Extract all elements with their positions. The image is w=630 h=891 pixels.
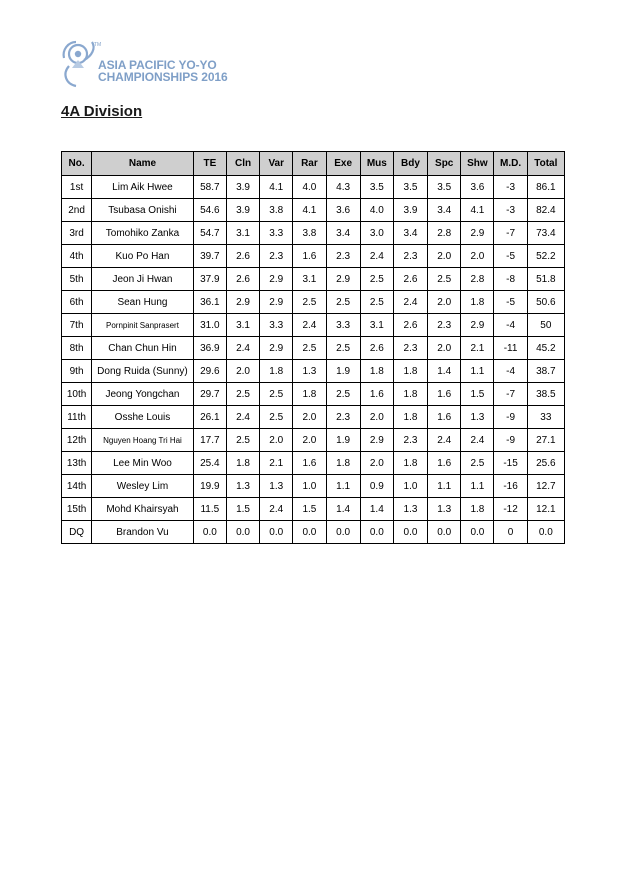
cell-md: -16: [494, 475, 527, 498]
cell-bdy: 3.4: [393, 222, 427, 245]
cell-rar: 3.8: [293, 222, 326, 245]
cell-cln: 1.3: [226, 475, 259, 498]
cell-rank: 11th: [62, 406, 92, 429]
cell-name: Osshe Louis: [92, 406, 194, 429]
cell-rank: 3rd: [62, 222, 92, 245]
page-title: 4A Division: [61, 103, 143, 120]
cell-md: -5: [494, 291, 527, 314]
cell-rank: 7th: [62, 314, 92, 337]
cell-te: 29.6: [193, 360, 226, 383]
column-header-name: Name: [92, 152, 194, 176]
cell-shw: 1.8: [461, 498, 494, 521]
cell-mus: 2.4: [360, 245, 393, 268]
cell-spc: 3.4: [428, 199, 461, 222]
cell-cln: 2.0: [226, 360, 259, 383]
cell-rank: 4th: [62, 245, 92, 268]
column-header-total: Total: [527, 152, 564, 176]
cell-te: 25.4: [193, 452, 226, 475]
results-table: [61, 151, 565, 544]
cell-shw: 1.1: [461, 475, 494, 498]
cell-shw: 2.8: [461, 268, 494, 291]
cell-name: Nguyen Hoang Tri Hai: [92, 429, 194, 452]
cell-var: 2.0: [260, 429, 293, 452]
cell-bdy: 0.0: [393, 521, 427, 544]
cell-bdy: 3.5: [393, 176, 427, 199]
cell-md: -12: [494, 498, 527, 521]
table-row: [62, 176, 565, 199]
cell-rank: 9th: [62, 360, 92, 383]
cell-spc: 1.6: [428, 383, 461, 406]
cell-te: 58.7: [193, 176, 226, 199]
cell-te: 36.9: [193, 337, 226, 360]
cell-total: 45.2: [527, 337, 564, 360]
table-row: [62, 406, 565, 429]
table-row: [62, 360, 565, 383]
column-header-cln: Cln: [226, 152, 259, 176]
cell-spc: 2.0: [428, 291, 461, 314]
cell-te: 29.7: [193, 383, 226, 406]
cell-md: -7: [494, 383, 527, 406]
cell-shw: 1.1: [461, 360, 494, 383]
cell-md: -7: [494, 222, 527, 245]
cell-te: 0.0: [193, 521, 226, 544]
cell-shw: 4.1: [461, 199, 494, 222]
cell-name: Sean Hung: [92, 291, 194, 314]
table-row: [62, 452, 565, 475]
cell-total: 86.1: [527, 176, 564, 199]
table-row: [62, 475, 565, 498]
cell-var: 3.3: [260, 222, 293, 245]
cell-total: 25.6: [527, 452, 564, 475]
cell-md: 0: [494, 521, 527, 544]
cell-rar: 3.1: [293, 268, 326, 291]
cell-exe: 2.3: [326, 245, 360, 268]
cell-exe: 3.6: [326, 199, 360, 222]
cell-exe: 2.5: [326, 337, 360, 360]
cell-cln: 2.4: [226, 337, 259, 360]
cell-total: 51.8: [527, 268, 564, 291]
cell-exe: 1.9: [326, 360, 360, 383]
cell-var: 0.0: [260, 521, 293, 544]
column-header-exe: Exe: [326, 152, 360, 176]
cell-spc: 1.3: [428, 498, 461, 521]
cell-total: 52.2: [527, 245, 564, 268]
championship-logo: [58, 36, 228, 92]
cell-bdy: 1.0: [393, 475, 427, 498]
cell-te: 26.1: [193, 406, 226, 429]
cell-exe: 1.8: [326, 452, 360, 475]
table-row: [62, 291, 565, 314]
cell-total: 12.1: [527, 498, 564, 521]
cell-var: 2.3: [260, 245, 293, 268]
cell-name: Mohd Khairsyah: [92, 498, 194, 521]
cell-bdy: 1.8: [393, 360, 427, 383]
cell-cln: 1.8: [226, 452, 259, 475]
cell-bdy: 2.4: [393, 291, 427, 314]
cell-var: 3.8: [260, 199, 293, 222]
cell-rar: 1.6: [293, 245, 326, 268]
cell-rar: 1.3: [293, 360, 326, 383]
cell-te: 31.0: [193, 314, 226, 337]
cell-total: 38.7: [527, 360, 564, 383]
cell-total: 38.5: [527, 383, 564, 406]
cell-bdy: 2.6: [393, 314, 427, 337]
cell-spc: 3.5: [428, 176, 461, 199]
cell-te: 54.6: [193, 199, 226, 222]
cell-name: Jeong Yongchan: [92, 383, 194, 406]
cell-spc: 0.0: [428, 521, 461, 544]
cell-var: 1.8: [260, 360, 293, 383]
cell-md: -9: [494, 429, 527, 452]
cell-var: 2.4: [260, 498, 293, 521]
table-row: [62, 429, 565, 452]
cell-shw: 2.4: [461, 429, 494, 452]
cell-mus: 1.4: [360, 498, 393, 521]
cell-exe: 1.1: [326, 475, 360, 498]
cell-name: Tomohiko Zanka: [92, 222, 194, 245]
cell-rar: 1.0: [293, 475, 326, 498]
cell-rar: 1.6: [293, 452, 326, 475]
cell-md: -9: [494, 406, 527, 429]
cell-rank: 10th: [62, 383, 92, 406]
logo-line-2: CHAMPIONSHIPS 2016: [98, 70, 228, 84]
table-row: [62, 222, 565, 245]
cell-rank: 15th: [62, 498, 92, 521]
cell-md: -11: [494, 337, 527, 360]
table-row: [62, 314, 565, 337]
cell-md: -15: [494, 452, 527, 475]
cell-exe: 4.3: [326, 176, 360, 199]
cell-var: 4.1: [260, 176, 293, 199]
cell-cln: 3.9: [226, 199, 259, 222]
cell-mus: 2.0: [360, 452, 393, 475]
cell-cln: 0.0: [226, 521, 259, 544]
cell-rar: 2.5: [293, 337, 326, 360]
cell-md: -5: [494, 245, 527, 268]
cell-total: 73.4: [527, 222, 564, 245]
cell-rank: DQ: [62, 521, 92, 544]
cell-mus: 1.6: [360, 383, 393, 406]
cell-rar: 2.4: [293, 314, 326, 337]
cell-te: 17.7: [193, 429, 226, 452]
cell-total: 50.6: [527, 291, 564, 314]
table-row: [62, 521, 565, 544]
column-header-bdy: Bdy: [393, 152, 427, 176]
cell-te: 54.7: [193, 222, 226, 245]
cell-md: -4: [494, 314, 527, 337]
cell-var: 3.3: [260, 314, 293, 337]
cell-exe: 2.9: [326, 268, 360, 291]
cell-md: -8: [494, 268, 527, 291]
cell-bdy: 2.3: [393, 245, 427, 268]
cell-te: 39.7: [193, 245, 226, 268]
cell-cln: 3.1: [226, 314, 259, 337]
cell-exe: 3.3: [326, 314, 360, 337]
cell-name: Chan Chun Hin: [92, 337, 194, 360]
cell-shw: 1.8: [461, 291, 494, 314]
cell-mus: 0.0: [360, 521, 393, 544]
cell-spc: 1.4: [428, 360, 461, 383]
cell-mus: 3.0: [360, 222, 393, 245]
cell-spc: 1.6: [428, 452, 461, 475]
column-header-spc: Spc: [428, 152, 461, 176]
cell-rar: 4.0: [293, 176, 326, 199]
column-header-no: No.: [62, 152, 92, 176]
cell-cln: 2.4: [226, 406, 259, 429]
cell-var: 1.3: [260, 475, 293, 498]
cell-mus: 3.5: [360, 176, 393, 199]
cell-md: -3: [494, 199, 527, 222]
cell-rank: 14th: [62, 475, 92, 498]
cell-cln: 2.5: [226, 429, 259, 452]
cell-spc: 1.6: [428, 406, 461, 429]
cell-cln: 2.6: [226, 245, 259, 268]
cell-rar: 1.5: [293, 498, 326, 521]
cell-rar: 1.8: [293, 383, 326, 406]
column-header-rar: Rar: [293, 152, 326, 176]
cell-mus: 0.9: [360, 475, 393, 498]
cell-name: Tsubasa Onishi: [92, 199, 194, 222]
cell-rank: 6th: [62, 291, 92, 314]
cell-bdy: 1.3: [393, 498, 427, 521]
cell-exe: 2.5: [326, 383, 360, 406]
cell-rar: 0.0: [293, 521, 326, 544]
cell-spc: 2.8: [428, 222, 461, 245]
cell-shw: 2.9: [461, 222, 494, 245]
cell-rar: 2.0: [293, 429, 326, 452]
table-row: [62, 498, 565, 521]
cell-spc: 2.0: [428, 337, 461, 360]
column-header-m-d: M.D.: [494, 152, 527, 176]
cell-md: -4: [494, 360, 527, 383]
cell-shw: 2.0: [461, 245, 494, 268]
table-row: [62, 337, 565, 360]
cell-md: -3: [494, 176, 527, 199]
cell-var: 2.5: [260, 406, 293, 429]
cell-total: 50: [527, 314, 564, 337]
cell-rank: 2nd: [62, 199, 92, 222]
cell-var: 2.9: [260, 291, 293, 314]
cell-mus: 2.5: [360, 291, 393, 314]
cell-total: 82.4: [527, 199, 564, 222]
cell-rar: 2.0: [293, 406, 326, 429]
cell-var: 2.5: [260, 383, 293, 406]
cell-rank: 1st: [62, 176, 92, 199]
cell-bdy: 1.8: [393, 406, 427, 429]
cell-bdy: 2.6: [393, 268, 427, 291]
cell-mus: 2.6: [360, 337, 393, 360]
cell-total: 0.0: [527, 521, 564, 544]
cell-rank: 5th: [62, 268, 92, 291]
cell-mus: 2.5: [360, 268, 393, 291]
cell-name: Pornpinit Sanprasert: [92, 314, 194, 337]
cell-shw: 3.6: [461, 176, 494, 199]
column-header-te: TE: [193, 152, 226, 176]
logo-line-1: ASIA PACIFIC YO-YO: [98, 58, 217, 72]
cell-exe: 3.4: [326, 222, 360, 245]
cell-cln: 3.9: [226, 176, 259, 199]
cell-te: 36.1: [193, 291, 226, 314]
cell-rar: 4.1: [293, 199, 326, 222]
cell-name: Wesley Lim: [92, 475, 194, 498]
cell-name: Lim Aik Hwee: [92, 176, 194, 199]
cell-cln: 3.1: [226, 222, 259, 245]
cell-cln: 1.5: [226, 498, 259, 521]
cell-exe: 2.3: [326, 406, 360, 429]
cell-bdy: 1.8: [393, 383, 427, 406]
cell-bdy: 2.3: [393, 337, 427, 360]
cell-rar: 2.5: [293, 291, 326, 314]
cell-exe: 1.4: [326, 498, 360, 521]
cell-exe: 2.5: [326, 291, 360, 314]
cell-bdy: 2.3: [393, 429, 427, 452]
table-header-row: [62, 152, 565, 176]
cell-spc: 2.4: [428, 429, 461, 452]
cell-cln: 2.9: [226, 291, 259, 314]
cell-shw: 2.1: [461, 337, 494, 360]
cell-name: Lee Min Woo: [92, 452, 194, 475]
cell-spc: 2.3: [428, 314, 461, 337]
cell-shw: 2.5: [461, 452, 494, 475]
table-row: [62, 245, 565, 268]
cell-rank: 13th: [62, 452, 92, 475]
cell-total: 33: [527, 406, 564, 429]
cell-cln: 2.6: [226, 268, 259, 291]
cell-name: Dong Ruida (Sunny): [92, 360, 194, 383]
cell-cln: 2.5: [226, 383, 259, 406]
cell-bdy: 1.8: [393, 452, 427, 475]
table-row: [62, 383, 565, 406]
cell-exe: 1.9: [326, 429, 360, 452]
cell-te: 37.9: [193, 268, 226, 291]
table-row: [62, 268, 565, 291]
cell-te: 11.5: [193, 498, 226, 521]
column-header-mus: Mus: [360, 152, 393, 176]
cell-rank: 12th: [62, 429, 92, 452]
cell-shw: 1.5: [461, 383, 494, 406]
logo-trademark: TM: [94, 42, 102, 48]
cell-var: 2.9: [260, 337, 293, 360]
cell-shw: 2.9: [461, 314, 494, 337]
cell-te: 19.9: [193, 475, 226, 498]
table-row: [62, 199, 565, 222]
cell-mus: 2.0: [360, 406, 393, 429]
cell-exe: 0.0: [326, 521, 360, 544]
cell-shw: 1.3: [461, 406, 494, 429]
cell-mus: 2.9: [360, 429, 393, 452]
cell-rank: 8th: [62, 337, 92, 360]
cell-name: Brandon Vu: [92, 521, 194, 544]
cell-mus: 4.0: [360, 199, 393, 222]
cell-bdy: 3.9: [393, 199, 427, 222]
cell-shw: 0.0: [461, 521, 494, 544]
cell-spc: 2.5: [428, 268, 461, 291]
cell-name: Kuo Po Han: [92, 245, 194, 268]
cell-spc: 1.1: [428, 475, 461, 498]
column-header-var: Var: [260, 152, 293, 176]
column-header-shw: Shw: [461, 152, 494, 176]
cell-name: Jeon Ji Hwan: [92, 268, 194, 291]
cell-var: 2.1: [260, 452, 293, 475]
cell-mus: 3.1: [360, 314, 393, 337]
cell-total: 12.7: [527, 475, 564, 498]
cell-mus: 1.8: [360, 360, 393, 383]
cell-spc: 2.0: [428, 245, 461, 268]
cell-var: 2.9: [260, 268, 293, 291]
cell-total: 27.1: [527, 429, 564, 452]
